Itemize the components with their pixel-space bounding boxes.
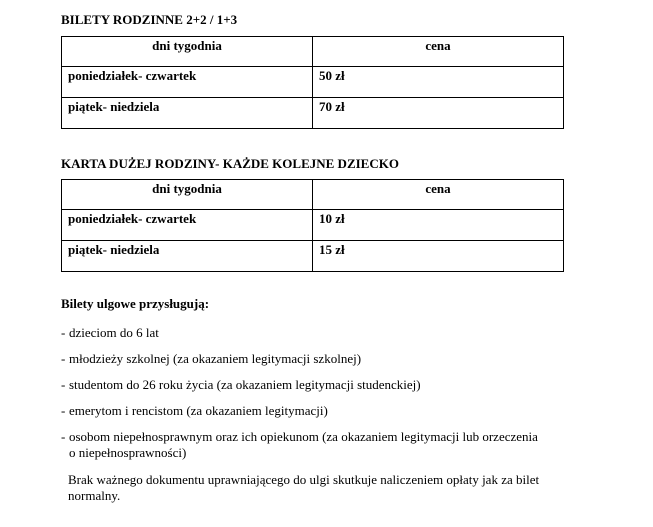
discounts-title: Bilety ulgowe przysługują: <box>61 296 210 311</box>
row-days: poniedziałek- czwartek <box>62 210 313 241</box>
large-family-card-title: KARTA DUŻEJ RODZINY- KAŻDE KOLEJNE DZIECKO <box>61 156 399 171</box>
table-header-row <box>62 180 564 210</box>
large-family-card-table <box>61 179 564 272</box>
list-item: - osobom niepełnosprawnym oraz ich opiekunom (za okazaniem legitymacji lub orzeczenia o niepełnosprawności) <box>61 429 538 460</box>
note-line-2: normalny. <box>68 488 121 503</box>
row-days: piątek- niedziela <box>62 241 313 272</box>
row-days: piątek- niedziela <box>62 98 313 129</box>
header-days: dni tygodnia <box>62 180 313 210</box>
list-item: - młodzieży szkolnej (za okazaniem legitymacji szkolnej) <box>61 351 362 366</box>
table-header-row <box>62 37 564 67</box>
header-price: cena <box>313 37 564 67</box>
list-item: - dzieciom do 6 lat <box>61 325 159 340</box>
note-line-1: Brak ważnego dokumentu uprawniającego do ulgi skutkuje naliczeniem opłaty jak za bilet <box>68 472 540 487</box>
family-tickets-title: BILETY RODZINNE 2+2 / 1+3 <box>61 12 238 27</box>
table-row <box>62 98 564 129</box>
header-days: dni tygodnia <box>62 37 313 67</box>
header-price: cena <box>313 180 564 210</box>
list-item: - emerytom i rencistom (za okazaniem legitymacji) <box>61 403 328 418</box>
row-price: 15 zł <box>313 241 564 272</box>
row-price: 10 zł <box>313 210 564 241</box>
table-row <box>62 210 564 241</box>
family-tickets-table <box>61 36 564 129</box>
table-row <box>62 67 564 98</box>
table-row <box>62 241 564 272</box>
list-item: - studentom do 26 roku życia (za okazaniem legitymacji studenckiej) <box>61 377 421 392</box>
row-price: 70 zł <box>313 98 564 129</box>
row-days: poniedziałek- czwartek <box>62 67 313 98</box>
row-price: 50 zł <box>313 67 564 98</box>
discount-note <box>68 472 568 504</box>
